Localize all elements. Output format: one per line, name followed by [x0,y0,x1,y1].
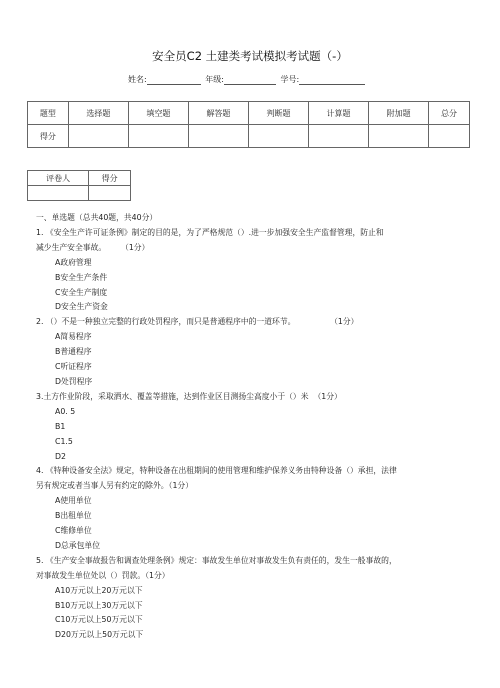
question-text: 5. 《生产安全事故报告和调查处理条例》规定：事故发生单位对事故发生负有责任的，发生一般事故的， 对事故发生单位处以（）罚款。（1分） [36,555,397,580]
score-cell[interactable] [248,125,308,148]
score-cell[interactable] [188,125,248,148]
grade-field[interactable] [224,75,276,85]
score-cell[interactable] [309,125,369,148]
header-cell: 附加题 [369,102,429,125]
question-5 [36,554,476,643]
question-4 [36,464,476,553]
page-title: 安全员C2 土建类考试模拟考试题（-） [152,49,348,63]
answer-option[interactable]: A政府管理 [55,257,92,267]
question-text: 1. 《安全生产许可证条例》制定的目的是，为了严格规范（）.进一步加强安全生产监督管理，防止和 减少生产安全事故。 （1分） [36,227,384,252]
score-table-score-row [28,125,470,148]
answer-option[interactable]: D总承包单位 [55,540,100,550]
answer-option[interactable]: B安全生产条件 [55,272,108,282]
question-3 [36,390,476,465]
score-cell[interactable] [128,125,188,148]
header-cell: 题型 [28,102,69,125]
question-text: 3.土方作业阶段，采取洒水、覆盖等措施，达到作业区目测扬尘高度小于（）米 （1分） [36,391,342,401]
section-title: 一、单选题（总共40题，共40分） [36,213,158,222]
row-label: 得分 [28,125,69,148]
grader-cell[interactable] [89,186,131,201]
header-cell: 总分 [429,102,470,125]
answer-option[interactable]: C10万元以上50万元以下 [55,615,143,625]
question-section [36,211,476,643]
score-cell[interactable] [68,125,128,148]
header-cell: 判断题 [248,102,308,125]
answer-option[interactable]: B出租单位 [55,511,92,521]
header-cell: 填空题 [128,102,188,125]
grader-header-cell: 得分 [89,171,131,186]
answer-option[interactable]: C1.5 [55,436,73,446]
name-label: 姓名: [128,75,147,84]
answer-option[interactable]: B普通程序 [55,347,92,357]
id-label: 学号: [280,75,300,84]
header-cell: 解答题 [188,102,248,125]
answer-option[interactable]: B1 [55,421,66,431]
grader-table-header-row [28,171,131,186]
answer-option[interactable]: A简易程序 [55,332,92,342]
score-cell[interactable] [429,125,470,148]
answer-option[interactable]: D处罚程序 [55,376,93,386]
answer-option[interactable]: A10万元以上20万元以下 [55,585,143,595]
question-text: 4. 《特种设备安全法》规定，特种设备在出租期间的使用管理和维护保养义务由特种设备（）承担，法律 另有规定或者当事人另有约定的除外。（1分） [36,466,397,491]
question-2 [36,315,476,390]
grader-cell[interactable] [28,186,89,201]
score-cell[interactable] [369,125,429,148]
student-info [128,74,367,85]
answer-option[interactable]: B10万元以上30万元以下 [55,600,143,610]
answer-option[interactable]: C安全生产制度 [55,287,108,297]
grader-header-cell: 评卷人 [28,171,89,186]
score-table [27,101,470,148]
question-1 [36,226,476,315]
answer-option[interactable]: C听证程序 [55,362,92,372]
grade-label: 年级: [205,75,224,84]
answer-option[interactable]: A0. 5 [55,406,76,416]
answer-option[interactable]: C维修单位 [55,526,92,536]
answer-option[interactable]: A使用单位 [55,496,92,506]
header-cell: 选择题 [68,102,128,125]
score-table-header-row [28,102,470,125]
grader-table [27,170,131,201]
question-text: 2. （）不是一种独立完整的行政处罚程序，而只是普通程序中的一道环节。 （1分） [36,317,359,327]
answer-option[interactable]: D2 [55,451,66,461]
id-field[interactable] [299,75,365,85]
grader-table-row [28,186,131,201]
answer-option[interactable]: D安全生产资金 [55,302,108,312]
answer-option[interactable]: D20万元以上50万元以下 [55,630,144,640]
name-field[interactable] [147,75,201,85]
header-cell: 计算题 [309,102,369,125]
